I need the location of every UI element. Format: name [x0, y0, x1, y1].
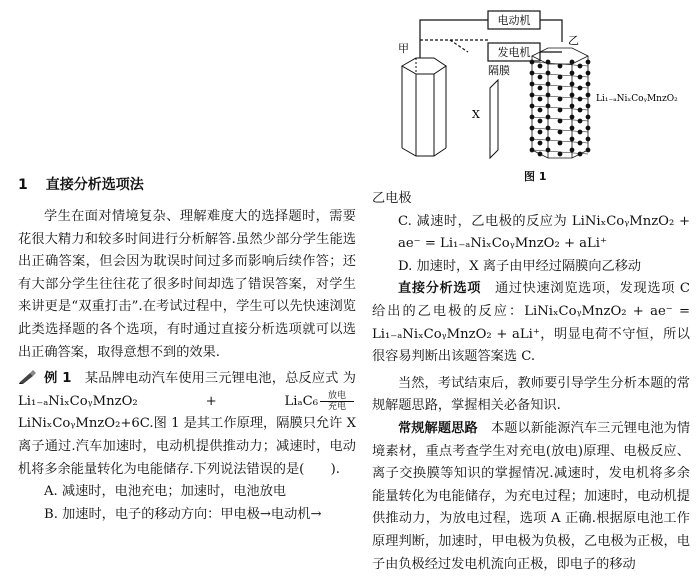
example-paragraph — [18, 368, 370, 481]
lattice-atom — [538, 152, 542, 156]
lattice-atom — [578, 75, 582, 79]
lattice-atom — [570, 93, 574, 97]
figure-1-diagram — [372, 0, 690, 168]
lattice-atom — [570, 148, 574, 152]
routine-text: 本题以新能源汽车三元锂电池为情境素材，重点考查学生对充电(放电)原理、电极反应、离子交换膜等知识的掌握情况.减速时，发电机将多余能量转化为电能储存，为充电过程；加速时，电动机提供推动力，为放电过程，选项 A 正确.根据原电池工作原理判断，加速时，甲电极为负极，乙电极为正极，电子由负极经过发电机流向正极，即电子的移动 — [372, 420, 691, 572]
routine-paragraph — [372, 418, 690, 576]
ion-label: X — [472, 108, 480, 121]
lattice-atom — [538, 86, 542, 90]
right-column — [372, 188, 690, 576]
lattice-atom — [570, 60, 574, 64]
left-electrode — [402, 58, 446, 156]
lattice-atom — [578, 86, 582, 90]
lattice-atom — [578, 130, 582, 134]
lattice-atom — [586, 148, 590, 152]
option-b-continued: 乙电极 — [372, 191, 412, 206]
lattice-atom — [586, 71, 590, 75]
lattice-atom — [538, 141, 542, 145]
lattice-atom — [558, 119, 562, 123]
lattice-atom — [586, 115, 590, 119]
lattice-atom — [586, 126, 590, 130]
lattice-atom — [578, 97, 582, 101]
pencil-icon — [18, 369, 40, 385]
example-label: 例 1 — [44, 371, 72, 387]
section-heading — [18, 174, 144, 194]
right-electrode — [530, 48, 590, 158]
lattice-atom — [578, 152, 582, 156]
lattice-atom — [570, 71, 574, 75]
lattice-atom — [578, 108, 582, 112]
direct-analysis-text: 通过快速浏览选项，发现选项 C 给出的乙电极的反应：LiNiₓCoᵧMnzO₂ + ae⁻ = Li₁₋ₐNiₓCoᵧMnzO₂ + aLi⁺，明显电荷不守恒，所以很容易判断出该题答案选 C. — [372, 281, 691, 365]
reaction-arrow — [320, 391, 354, 412]
lattice-atom — [558, 64, 562, 68]
option-a: A. 减速时，电池充电；加速时，电池放电 — [44, 484, 287, 500]
section-title: 直接分析选项法 — [45, 177, 144, 193]
lattice-atom — [570, 115, 574, 119]
lattice-atom — [570, 137, 574, 141]
lattice-atom — [578, 64, 582, 68]
left-electrode-label: 甲 — [398, 42, 409, 55]
lattice-atom — [578, 141, 582, 145]
left-column — [18, 206, 370, 526]
example-text-b: LiNiₓCoᵧMnzO₂+6C.图 1 是其工作原理，隔膜只允许 X 离子通过.汽车加速时，电动机提供推动力；减速时，电动机将多余能量转化为电能储存.下列说法错误的是( ). — [18, 416, 356, 477]
cathode-formula-label: Li₁₋ₐNiₓCoᵧMnzO₂ — [596, 94, 678, 104]
routine-lead: 常规解题思路 — [398, 420, 478, 436]
charge-label: 充电 — [327, 401, 346, 412]
membrane — [490, 80, 498, 158]
lattice-atom — [586, 82, 590, 86]
lattice-atom — [538, 64, 542, 68]
option-b: B. 加速时，电子的移动方向：甲电极→电动机→ — [44, 506, 322, 522]
lattice-atom — [558, 86, 562, 90]
motor-label: 电动机 — [497, 14, 531, 27]
lattice-atom — [558, 152, 562, 156]
lattice-atom — [586, 104, 590, 108]
lattice-atom — [538, 108, 542, 112]
lattice-atom — [538, 75, 542, 79]
lattice-atom — [558, 141, 562, 145]
lattice-atom — [586, 60, 590, 64]
direct-analysis-lead: 直接分析选项 — [398, 281, 482, 297]
lattice-atom — [586, 93, 590, 97]
generator-label: 发电机 — [497, 46, 531, 59]
lattice-atom — [578, 119, 582, 123]
lattice-atom — [570, 82, 574, 86]
section-number: 1 — [18, 177, 28, 193]
figure-caption: 图 1 — [524, 170, 547, 183]
lattice-atom — [570, 126, 574, 130]
lattice-atom — [558, 75, 562, 79]
lattice-atom — [558, 97, 562, 101]
membrane-label: 隔膜 — [488, 64, 510, 77]
option-d: D. 加速时，X 离子由甲经过隔膜向乙移动 — [398, 258, 642, 274]
lattice-atom — [538, 119, 542, 123]
lattice-atom — [558, 108, 562, 112]
lattice-atom — [558, 130, 562, 134]
lattice-atom — [586, 137, 590, 141]
option-c: C. 减速时，乙电极的反应为 LiNiₓCoᵧMnzO₂ + ae⁻ = Li₁₋ₐNiₓCoᵧMnzO₂ + aLi⁺ — [398, 213, 690, 252]
intro-paragraph: 学生在面对情境复杂、理解难度大的选择题时，需要花很大精力和较多时间进行分析解答.虽然少部分学生能选出正确答案，但会因为耽误时间过多而影响后续作答；还有大部分学生往往花了很多时间却选了错误答案，对学生来讲更是“双重打击”.在考试过程中，学生可以先快速浏览此类选择题的各个选项，有时通过直接分析选项就可以选出正确答案，取得意想不到的效果. — [18, 209, 356, 360]
direct-analysis-paragraph — [372, 278, 690, 368]
discharge-label: 放电 — [327, 390, 346, 401]
lattice-atom — [538, 97, 542, 101]
right-electrode-label: 乙 — [568, 34, 579, 47]
lattice-atom — [570, 104, 574, 108]
example-text-a: 某品牌电动汽车使用三元锂电池，总反应式 为 Li₁₋ₐNiₓCoᵧMnzO₂ + LiₐC₆ — [18, 371, 370, 409]
teacher-note-paragraph: 当然，考试结束后，教师要引导学生分析本题的常规解题思路，掌握相关必备知识. — [372, 375, 690, 414]
lattice-atom — [538, 130, 542, 134]
